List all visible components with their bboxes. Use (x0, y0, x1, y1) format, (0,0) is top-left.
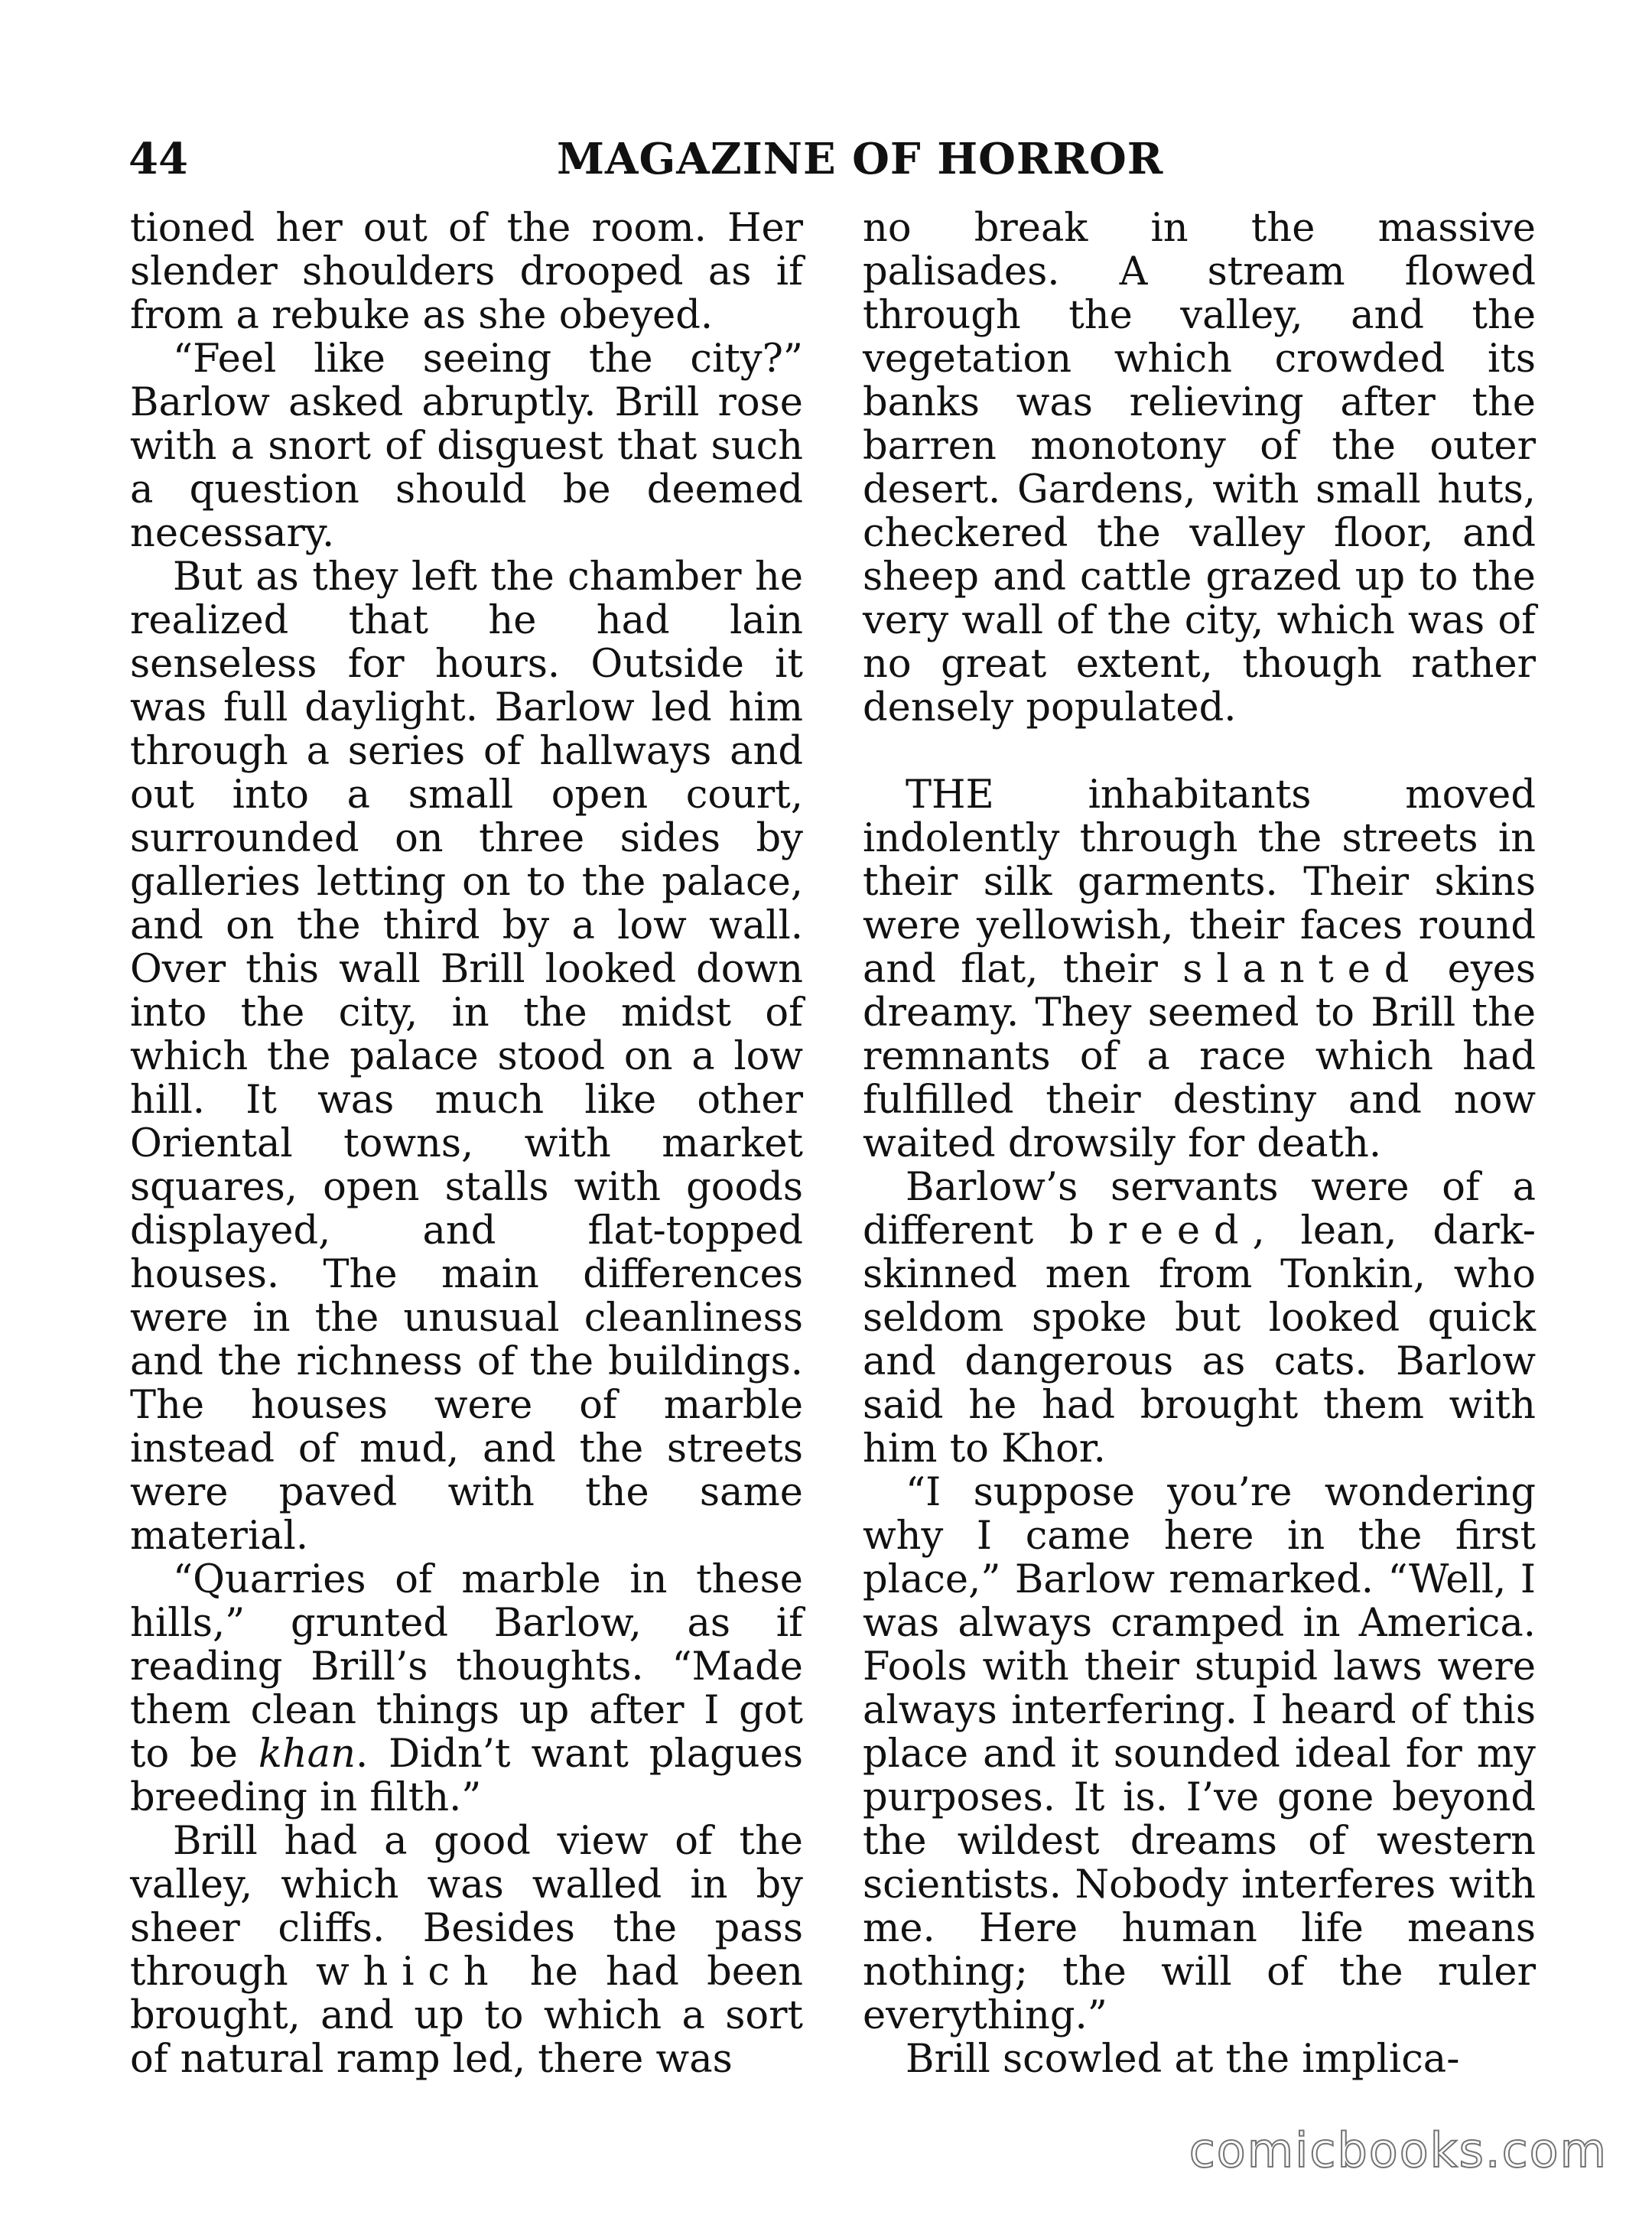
text-run: he had been brought, and up to which a sort of natural ramp led, there was (130, 1950, 803, 2082)
paragraph (863, 1166, 1536, 1471)
page-header (128, 128, 1536, 190)
watermark: comicbooks.com (1189, 2122, 1608, 2178)
paragraph: tioned her out of the room. Her slender shoulders drooped as if from a rebuke as she obeyed. (130, 206, 803, 338)
paragraph: “Feel like seeing the city?” Barlow asked abruptly. Brill rose with a snort of disguest that such a question should be deemed necessary. (130, 337, 803, 556)
spaced-word: slanted (1182, 947, 1423, 992)
running-title: MAGAZINE OF HORROR (557, 134, 1164, 184)
spaced-word: which (316, 1950, 502, 1995)
text-run: , lean, dark-skinned men from Tonkin, who seldom spoke but looked quick and dangerous as cats. Barlow said he had brought them with him to Khor. (863, 1208, 1536, 1472)
text-run: “Quarries of marble in these hills,” grunted Barlow, as if reading Brill’s thoughts. “Made them clean things up after I got to be (130, 1557, 803, 1777)
paragraph (130, 1820, 803, 2081)
spaced-word: breed (1069, 1208, 1253, 1254)
paragraph: But as they left the chamber he realized that he had lain senseless for hours. Outside it was full daylight. Barlow led him through a series of hallways and out into a small open court, surrounded on three sides by galleries letting on to the palace, and on the third by a low wall. Over this wall Brill looked down into the city, in the midst of which the palace stood on a low hill. It was much like other Oriental towns, with market squares, open stalls with goods displayed, and flat-topped houses. The main differences were in the unusual cleanliness and the richness of the buildings. The houses were of marble instead of mud, and the streets were paved with the same material. (130, 554, 803, 1559)
page-number: 44 (128, 134, 188, 184)
left-column (130, 207, 803, 2081)
paragraph: “I suppose you’re wondering why I came here in the first place,” Barlow remarked. “Well, I was always cramped in America. Fools with their stupid laws were always interfering. I heard of this place and it sounded ideal for my purposes. It is. I’ve gone beyond the wildest dreams of western scientists. Nobody interferes with me. Here human life means nothing; the will of the ruler everything.” (863, 1470, 1536, 2038)
right-column (863, 207, 1536, 2081)
paragraph: Brill scowled at the implica- (906, 2037, 1460, 2082)
text-run: . Didn’t want plagues breeding in filth.” (130, 1732, 803, 1820)
paragraph (130, 1558, 803, 1820)
section-break (863, 730, 1536, 773)
italic-word: khan (258, 1732, 356, 1777)
text-run: eyes dreamy. They seemed to Brill the remnants of a race which had fulfilled their destiny and now waited drowsily for death. (863, 947, 1537, 1166)
text-run: Brill had a good view of the valley, which was walled in by sheer cliffs. Besides the pass through (130, 1819, 803, 1995)
paragraph: no break in the massive palisades. A stream flowed through the valley, and the vegetation which crowded its banks was relieving after the barren monotony of the outer desert. Gardens, with small huts, checkered the valley floor, and sheep and cattle grazed up to the very wall of the city, which was of no great extent, though rather densely populated. (863, 206, 1536, 730)
text-run: THE inhabitants moved indolently through the streets in their silk garments. Their skins were yellowish, their faces round and flat, their (863, 772, 1536, 992)
paragraph (863, 773, 1536, 1166)
text-run: Barlow’s servants were of a different (863, 1165, 1536, 1254)
